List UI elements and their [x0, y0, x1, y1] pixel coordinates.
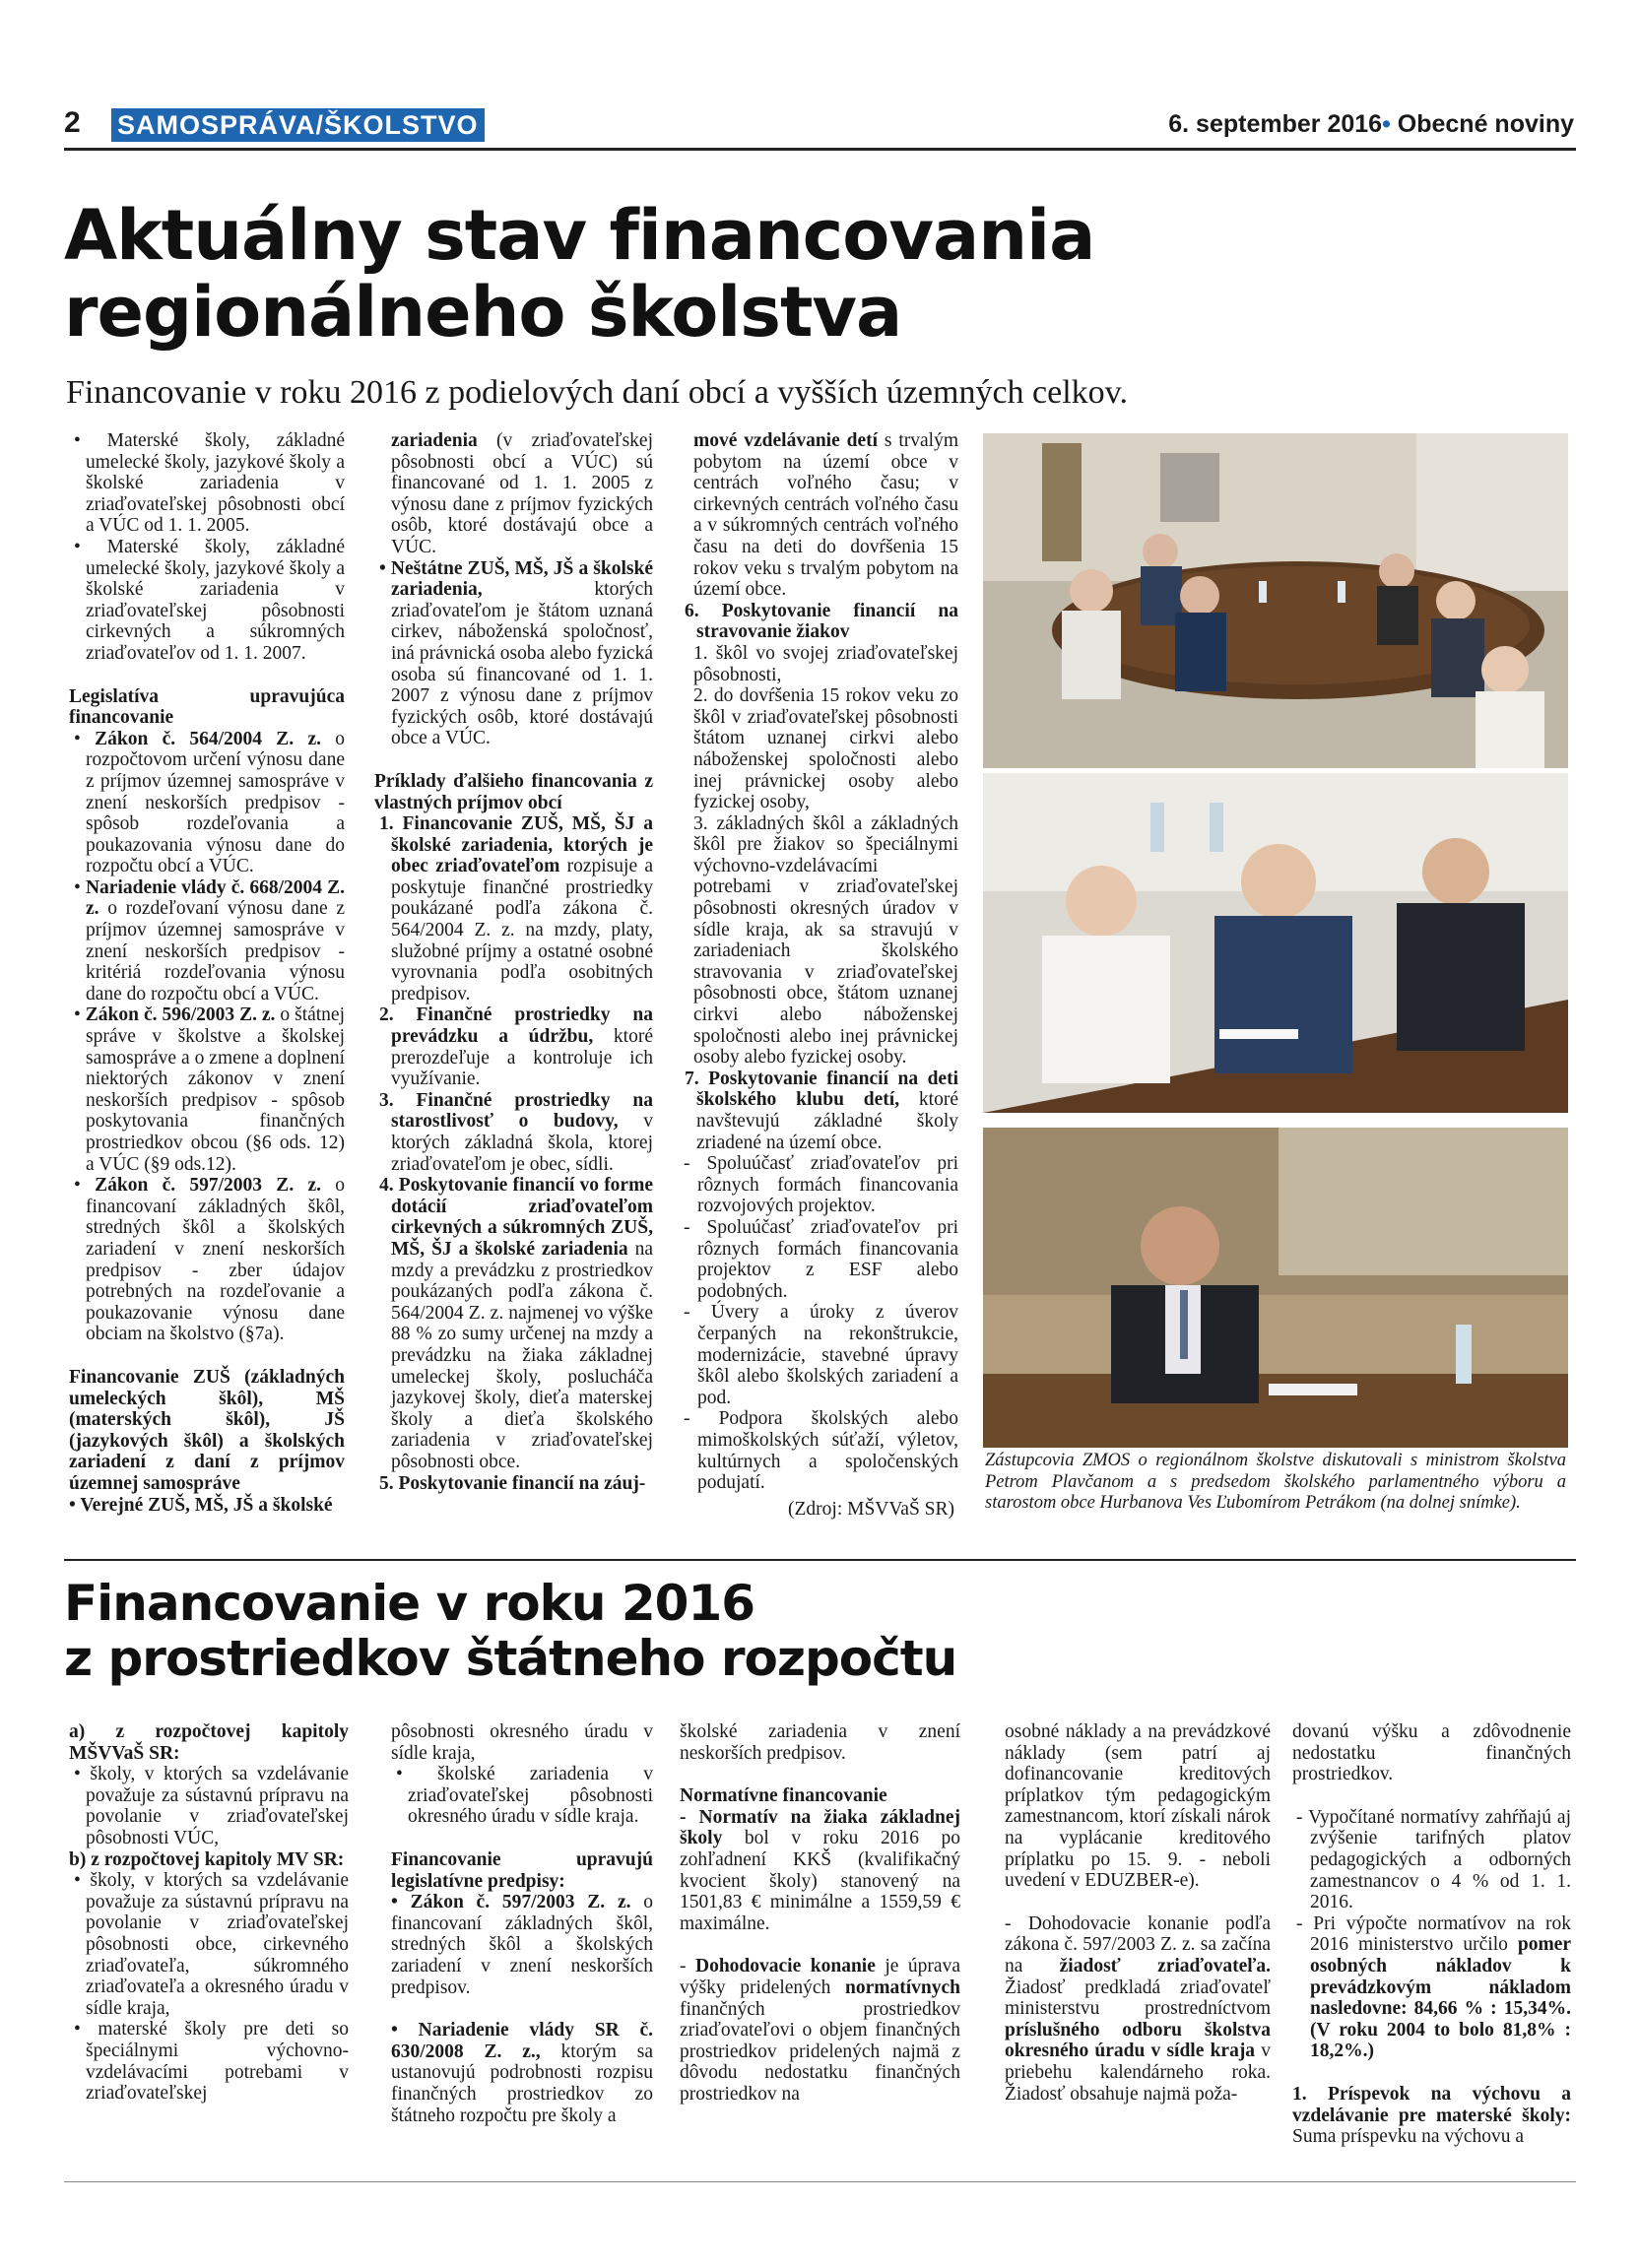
subheading: Financovanie ZUŠ (základných umeleckých škôl), MŠ (materských škôl), JŠ (jazykových škôl) a školských zariadení z daní z príjmov územnej samospráve: [69, 1366, 345, 1494]
article1-column-3: [680, 430, 958, 1494]
subheading: a) z rozpočtovej kapitoly MŠVVaŠ SR:: [69, 1721, 349, 1764]
header-rule: [64, 148, 1576, 151]
article1-column-2: [374, 430, 653, 1494]
subheading: Legislatíva upravujúca financovanie: [69, 685, 345, 729]
paragraph: zariadenia (v zriaďovateľskej pôsobnosti obcí a VÚC) sú financované od 1. 1. 2005 z výnosu dane z príjmov fyzických osôb, ktoré dostávajú obce a VÚC.: [391, 430, 653, 557]
list-item: • Materské školy, základné umelecké školy, jazykové školy a školské zariadenia v zriaďovateľskej pôsobnosti cirkevných a súkromných zriaďovateľov od 1. 1. 2007.: [74, 536, 345, 664]
article2-headline: [64, 1576, 1542, 1686]
section-label: SAMOSPRÁVA/ŠKOLSTVO: [111, 108, 485, 142]
article2-column-3: [680, 1721, 960, 2106]
list-item: • Zákon č. 564/2004 Z. z. o rozpočtovom určení výnosu dane z príjmov územnej samospráve v znení neskorších predpisov - spôsob rozdeľovania a poukazovania výnosu dane do rozpočtu obcí a VÚC.: [74, 728, 346, 877]
article2-column-1: [69, 1721, 349, 2105]
numbered-item: 3. Finančné prostriedky na starostlivosť o budovy, v ktorých základná škola, ktorej zriaďovateľom je obec, sídli.: [379, 1089, 653, 1175]
list-item: • školské zariadenia v zriaďovateľskej pôsobnosti okresného úradu v sídle kraja.: [396, 1764, 653, 1828]
list-item: - Spoluúčasť zriaďovateľov pri rôznych formách financovania rozvojových projektov.: [684, 1153, 958, 1217]
headline-line: z prostriedkov štátneho rozpočtu: [64, 1630, 957, 1687]
subheading: Financovanie upravujú legislatívne predpisy:: [391, 1848, 653, 1892]
subheading: Normatívne financovanie: [680, 1785, 887, 1807]
header-separator: •: [1382, 110, 1391, 138]
officials-at-table-photo: [983, 773, 1568, 1113]
list-item: • Zákon č. 596/2003 Z. z. o štátnej správe v školstve a školskej samospráve a o zmene a doplnení niektorých zákonov v znení neskorších predpisov - spôsob poskytovania finančných prostriedkov obcou (§6 ods. 12) a VÚC (§9 ods.12).: [74, 1004, 346, 1175]
header-date-publication: [1168, 110, 1574, 139]
list-item: - Normatív na žiaka základnej školy bol v roku 2016 po zohľadnení KKŠ (kvalifikačný kvocient školy) stanovený na 1501,83 € minimálne a 1559,59 € maximálne.: [680, 1806, 960, 1934]
headline-line: Financovanie v roku 2016: [64, 1575, 755, 1632]
article2-column-4: [1005, 1721, 1271, 2105]
paragraph: mové vzdelávanie detí s trvalým pobytom na území obce v centrách voľného času; v cirkevných centrách voľného času a v súkromných centrách voľného času na deti do dovŕšenia 15 rokov veku s trvalým pobytom na území obce.: [693, 430, 958, 601]
list-item: - Podpora školských alebo mimoškolských súťaží, výletov, kultúrnych a spoločenských podujatí.: [684, 1408, 958, 1494]
source-note: (Zdroj: MŠVVaŠ SR): [788, 1499, 955, 1520]
publication-name: Obecné noviny: [1397, 110, 1574, 138]
page-number: 2: [64, 106, 81, 139]
list-item: - Vypočítané normatívy zahŕňajú aj zvýšenie tarifných platov pedagogických a odborných zamestnancov o 4 % od 1. 1. 2016.: [1296, 1806, 1571, 1913]
paragraph: dovanú výšku a zdôvodnenie nedostatku finančných prostriedkov.: [1292, 1721, 1571, 1785]
list-item: • Zákon č. 597/2003 Z. z. o financovaní základných škôl, stredných škôl a školských zariadení v znení neskorších predpisov - zber údajov potrebných na rozdeľovanie a poukazovanie výnosu dane obciam na školstvo (§7a).: [74, 1175, 346, 1345]
issue-date: 6. september 2016: [1168, 110, 1383, 138]
paragraph: školské zariadenia v znení neskorších predpisov.: [680, 1721, 960, 1764]
numbered-item: 4. Poskytovanie financií vo forme dotácií zriaďovateľom cirkevných a súkromných ZUŠ, MŠ, ŠJ a školské zariadenia na mzdy a prevádzku z prostriedkov poukázaných podľa zákona č. 564/2004 Z. z. najmenej vo výške 88 % zo sumy určenej na mzdy a prevádzku na žiaka základnej umeleckej školy, poslucháča jazykovej školy, dieťa materskej školy a dieťa školského zariadenia v zriaďovateľskej pôsobnosti obce.: [379, 1175, 653, 1472]
list-item: • školy, v ktorých sa vzdelávanie považuje za sústavnú prípravu na povolanie v zriaďovateľskej pôsobnosti VÚC,: [74, 1764, 349, 1848]
meeting-room-photo: [983, 433, 1568, 768]
paragraph: pôsobnosti okresného úradu v sídle kraja,: [391, 1721, 653, 1764]
headline-line: regionálneho školstva: [64, 272, 902, 353]
list-item: • Nariadenie vlády SR č. 630/2008 Z. z., ktorým sa ustanovujú podrobnosti rozpisu finančných prostriedkov zo štátneho rozpočtu pre školy a: [391, 2020, 653, 2126]
man-writing-illustration: [983, 1128, 1568, 1448]
article2-column-5: [1292, 1721, 1571, 2148]
list-item: • Nariadenie vlády č. 668/2004 Z. z. o rozdeľovaní výnosu dane z príjmov územnej samospráve v znení neskorších predpisov - kritériá rozdeľovania výnosu dane do rozpočtu obcí a VÚC.: [74, 876, 346, 1004]
list-item: - Pri výpočte normatívov na rok 2016 ministerstvo určilo pomer osobných nákladov k prevádzkovým nákladom nasledovne: 84,66 % : 15,34%. (V roku 2004 to bolo 81,8% : 18,2%.): [1296, 1912, 1571, 2062]
article1-subheadline: Financovanie v roku 2016 z podielových daní obcí a vyšších územných celkov.: [66, 374, 1128, 411]
footer-rule: [64, 2181, 1576, 2182]
headline-line: Aktuálny stav financovania: [64, 195, 1095, 276]
man-writing-photo: [983, 1128, 1568, 1448]
photo-caption: Zástupcovia ZMOS o regionálnom školstve diskutovali s ministrom školstva Petrom Plavčanom a s predsedom školského parlamentného výboru a starostom obce Hurbanova Ves Ľubomírom Petrákom (na dolnej snímke).: [985, 1451, 1566, 1513]
numbered-item: 1. Financovanie ZUŠ, MŠ, ŠJ a školské zariadenia, ktorých je obec zriaďovateľom rozpisuje a poskytuje finančné prostriedky poukázané podľa zákona č. 564/2004 Z. z. na mzdy, platy, služobné príjmy a ostatné osobné vyrovnania podľa osobitných predpisov.: [379, 813, 653, 1004]
subheading: b) z rozpočtovej kapitoly MV SR:: [69, 1848, 345, 1870]
list-item: • školy, v ktorých sa vzdelávanie považuje za sústavnú prípravu na povolanie v zriaďovateľskej pôsobnosti obce, cirkevného zriaďovateľa, súkromného zriaďovateľa a okresného úradu v sídle kraja,: [74, 1870, 349, 2019]
numbered-item: 6. Poskytovanie financií na stravovanie žiakov: [685, 600, 958, 643]
list-item: - Dohodovacie konanie podľa zákona č. 597/2003 Z. z. sa začína na žiadosť zriaďovateľa. Žiadosť predkladá zriaďovateľ ministerstvu prostredníctvom príslušného odboru školstva okresného úradu v sídle kraja v priebehu kalendárneho roka. Žiadosť obsahuje najmä poža-: [1005, 1912, 1272, 2105]
numbered-item: 2. Finančné prostriedky na prevádzku a údržbu, ktoré prerozdeľuje a kontroluje ich využívanie.: [379, 1004, 653, 1090]
list-item: • Verejné ZUŠ, MŠ, JŠ a školské: [69, 1494, 333, 1516]
paragraph: osobné náklady a na prevádzkové náklady (sem patrí aj dofinancovanie kreditových príplatkov tým pedagogickým zamestnancom, ktorí získali nárok na vyplácanie kreditového príplatku po 15. 9. - neboli uvedení v EDUZBER-e).: [1005, 1721, 1271, 1892]
list-item: 1. škôl vo svojej zriaďovateľskej pôsobnosti,: [693, 642, 958, 685]
list-item: - Spoluúčasť zriaďovateľov pri rôznych formách financovania projektov z ESF alebo podobných.: [684, 1216, 958, 1302]
list-item: - Dohodovacie konanie je úprava výšky pridelených normatívnych finančných prostriedkov zriaďovateľovi o objem finančných prostriedkov pridelených najmä z dôvodu nedostatku finančných prostriedkov na: [680, 1956, 960, 2105]
list-item: - Úvery a úroky z úverov čerpaných na rekonštrukcie, modernizácie, stavebné úpravy škôl alebo školských zariadení a pod.: [684, 1302, 958, 1408]
list-item: • Neštátne ZUŠ, MŠ, JŠ a školské zariadenia, ktorých zriaďovateľom je štátom uznaná cirkev, náboženská spoločnosť, iná právnická osoba alebo fyzická osoba sú financované od 1. 1. 2007 z výnosu dane z príjmov fyzických osôb, ktoré dostávajú obce a VÚC.: [379, 557, 653, 749]
officials-illustration: [983, 773, 1568, 1113]
numbered-item: 7. Poskytovanie financií na deti školského klubu detí, ktoré navštevujú základné školy zriadené na území obce.: [685, 1068, 958, 1153]
list-item: • Materské školy, základné umelecké školy, jazykové školy a školské zariadenia v zriaďovateľskej pôsobnosti obcí a VÚC od 1. 1. 2005.: [74, 430, 345, 537]
numbered-item: 5. Poskytovanie financií na záuj-: [379, 1472, 646, 1494]
list-item: 3. základných škôl a základných škôl pre žiakov so špeciálnymi výchovno-vzdelávacími potrebami v zriaďovateľskej pôsobnosti okresných úradov v sídle kraja, ak sa stravujú v zariadeniach školského stravovania v zriaďovateľskej pôsobnosti obce, štátom uznanej cirkvi alebo náboženskej spoločnosti alebo inej právnickej osoby alebo fyzickej osoby.: [693, 812, 958, 1069]
article2-column-2: [391, 1721, 653, 2126]
article1-headline: [64, 197, 1542, 351]
paragraph: 1. Príspevok na výchovu a vzdelávanie pre materské školy: Suma príspevku na výchovu a: [1292, 2083, 1571, 2148]
list-item: • Zákon č. 597/2003 Z. z. o financovaní základných škôl, stredných škôl a školských zariadení v znení neskorších predpisov.: [391, 1892, 654, 1998]
meeting-room-illustration: [983, 433, 1568, 768]
article-divider: [64, 1559, 1576, 1561]
article1-column-1: [69, 430, 345, 1516]
subheading: Príklady ďalšieho financovania z vlastných príjmov obcí: [374, 770, 653, 813]
list-item: • materské školy pre deti so špeciálnymi výchovno-vzdelávacími potrebami v zriaďovateľskej: [74, 2019, 349, 2105]
list-item: 2. do dovŕšenia 15 rokov veku zo škôl v zriaďovateľskej pôsobnosti štátom uznanej cirkvi alebo náboženskej spoločnosti alebo inej právnickej osoby alebo fyzickej osoby,: [693, 685, 958, 813]
